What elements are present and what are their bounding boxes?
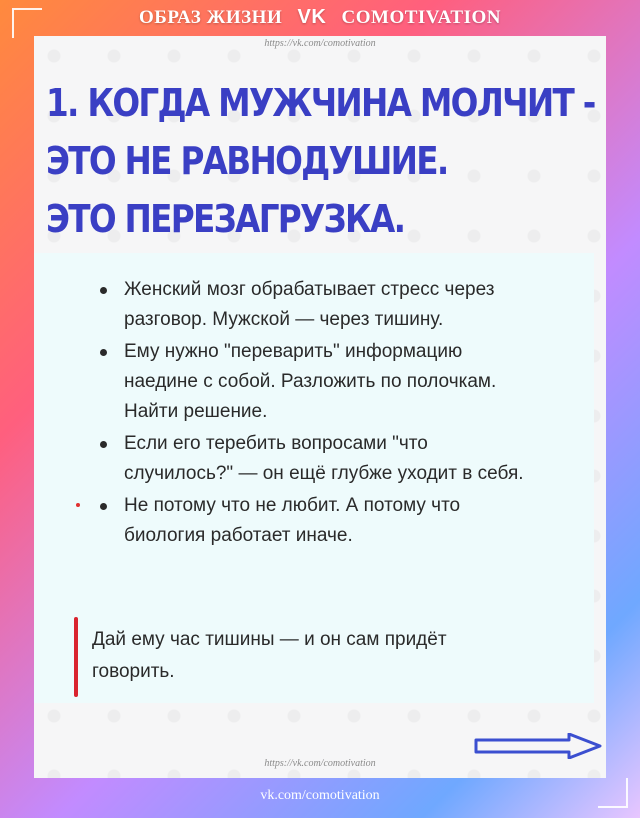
- brand-header: [0, 6, 640, 29]
- quote-text: Дай ему час тишины — и он сам придёт говорить.: [92, 629, 447, 682]
- text-panel: [34, 253, 594, 703]
- watermark-top: https://vk.com/comotivation: [264, 38, 376, 49]
- list-item: [96, 275, 536, 335]
- list-item-text: Женский мозг обрабатывает стресс через разговор. Мужской — через тишину.: [124, 279, 495, 330]
- list-item: [96, 429, 536, 489]
- bullet-icon: [100, 503, 107, 510]
- red-dot-icon: [76, 503, 80, 507]
- bullet-icon: [100, 287, 107, 294]
- bullet-icon: [100, 349, 107, 356]
- bullet-icon: [100, 441, 107, 448]
- bullet-list: [96, 275, 536, 553]
- list-item-text: Не потому что не любит. А потому что биология работает иначе.: [124, 495, 461, 546]
- footer-link[interactable]: vk.com/comotivation: [260, 788, 380, 803]
- page-title: [46, 74, 595, 248]
- content-card: [34, 36, 606, 778]
- list-item-text: Если его теребить вопросами "что случилось?" — он ещё глубже уходит в себя.: [124, 433, 524, 484]
- brand-community: COMOTIVATION: [341, 7, 501, 28]
- list-item: [96, 491, 536, 551]
- title-line-2: ЭТО НЕ РАВНОДУШИЕ.: [46, 139, 448, 183]
- vk-logo-icon: VK: [297, 6, 327, 28]
- title-line-1: 1. КОГДА МУЖЧИНА МОЛЧИТ -: [46, 81, 595, 125]
- quote-bar: [74, 617, 78, 697]
- watermark-bottom: https://vk.com/comotivation: [264, 758, 376, 769]
- brand-name: ОБРАЗ ЖИЗНИ: [139, 7, 283, 28]
- list-item: [96, 337, 536, 427]
- list-item-text: Ему нужно "переварить" информацию наедине с собой. Разложить по полочкам. Найти решение.: [124, 341, 497, 422]
- title-line-3: ЭТО ПЕРЕЗАГРУЗКА.: [46, 197, 405, 241]
